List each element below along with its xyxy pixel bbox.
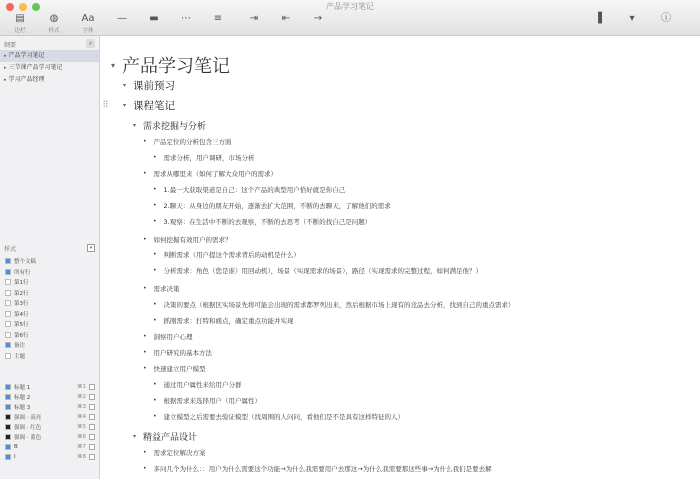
named-style-label: I: [14, 454, 16, 460]
toolbar-label: 字体: [82, 28, 94, 34]
title-toolbar: [0, 0, 700, 36]
named-style-row[interactable]: [0, 392, 100, 402]
shortcut-label: ⌘8: [77, 454, 86, 460]
style-row-label: 第4行: [14, 311, 29, 318]
toolbar-button-outdent[interactable]: [268, 12, 304, 26]
style-row-label: 第1行: [14, 280, 29, 287]
style-icon: ◍: [49, 13, 59, 24]
style-row[interactable]: [0, 319, 100, 330]
named-style-label: 强调 · 高亮: [14, 415, 42, 421]
outline-row[interactable]: [123, 98, 175, 113]
bullet-icon: •: [143, 365, 147, 372]
style-row-label: 第3行: [14, 301, 29, 308]
style-row[interactable]: [0, 288, 100, 299]
style-row-label: 第2行: [14, 290, 29, 297]
outline-row-text[interactable]: 需求分析，用户调研，市场分析: [163, 154, 255, 162]
bullet-icon: •: [143, 449, 147, 456]
style-swatch-icon: [5, 290, 11, 296]
outline-row[interactable]: [153, 380, 242, 389]
outline-row-text[interactable]: 分析需求：角色（您是谁）用回动机），场景（实现需求的场景），路径（实现需求的完整过程，如何满足他？）: [163, 267, 483, 275]
style-row-label: 所有行: [14, 269, 31, 276]
shortcut-label: ⌘3: [77, 404, 86, 410]
outline-row-text[interactable]: 多问几个为什么：：用户为什么需要这个功能→为什么我需要用户去那这→为什么我需要那这些事→为什么我们是要去解: [153, 465, 492, 473]
outline-row[interactable]: [153, 153, 255, 162]
outline-header: [0, 36, 99, 50]
outline-row[interactable]: [153, 300, 515, 309]
text-icon: ≡: [213, 13, 223, 24]
outline-row-text[interactable]: 产品定位的分析包含三方面: [153, 138, 232, 146]
outline-row[interactable]: [153, 250, 300, 259]
outline-row-text[interactable]: 需求从哪里来（如何了解大众用户的需求）: [153, 170, 278, 178]
toolbar-label: 边栏: [14, 28, 26, 34]
bar-icon: ▬: [149, 13, 159, 24]
sidebar-item-label: 学习产品经理: [8, 76, 45, 83]
bullet-icon: •: [143, 465, 147, 472]
shortcut-label: ⌘2: [77, 394, 86, 400]
outline-row-text[interactable]: 通过用户属性来给用户分群: [163, 381, 242, 389]
named-style-label: 强调 · 蓝色: [14, 435, 42, 441]
style-row[interactable]: [0, 309, 100, 320]
outline-row[interactable]: [123, 78, 175, 93]
outline-row-text[interactable]: 根据需求来选择用户（用户属性）: [163, 397, 262, 405]
bullet-icon: •: [143, 333, 147, 340]
disclosure-triangle-icon[interactable]: ▾: [133, 122, 137, 129]
style-swatch-icon: [5, 342, 11, 348]
toolbar-button-info[interactable]: [648, 12, 684, 26]
style-swatch-icon: [5, 353, 11, 359]
named-style-label: 标题 3: [14, 405, 31, 411]
outline-row-text[interactable]: 需求决策: [153, 285, 180, 293]
disclosure-triangle-icon[interactable]: ▸: [4, 77, 7, 83]
named-style-row[interactable]: [0, 412, 100, 422]
style-swatch-icon: [5, 444, 11, 450]
document-title[interactable]: [111, 52, 230, 78]
disclosure-triangle-icon[interactable]: ▾: [133, 433, 137, 440]
style-row-label: 备注: [14, 343, 26, 350]
sidebar-item-label: 产品学习笔记: [8, 52, 45, 59]
outline-row[interactable]: [153, 201, 391, 210]
outline-row[interactable]: [153, 412, 404, 421]
style-row-label: 主题: [14, 353, 26, 360]
outline-row-text[interactable]: 决策的要点（根据区实场景先将可能会出现的需求都罗列出来，然后根据市场上现有的竞品去分析，找到自己的重点需求）: [163, 301, 515, 309]
disclosure-triangle-icon[interactable]: ▾: [111, 60, 116, 70]
outline-row[interactable]: [143, 235, 232, 244]
bullet-icon: •: [153, 267, 157, 274]
outline-row[interactable]: [153, 185, 345, 194]
chevron-down-icon[interactable]: ▾: [87, 244, 95, 252]
outline-row-text[interactable]: 课前预习: [133, 80, 176, 92]
shortcut-label: ⌘1: [77, 384, 86, 390]
outdent-icon: ⇤: [281, 13, 291, 24]
named-style-label: 标题 1: [14, 385, 31, 391]
outline-row-text[interactable]: 快速建立用户模型: [153, 365, 206, 373]
named-style-row[interactable]: [0, 452, 100, 462]
outline-row[interactable]: [143, 464, 492, 473]
named-style-row[interactable]: [0, 422, 100, 432]
named-style-row[interactable]: [0, 402, 100, 412]
bullet-icon: •: [153, 317, 157, 324]
sidebar-item-outline[interactable]: [0, 74, 99, 86]
toolbar-button-line[interactable]: [168, 12, 204, 26]
inspector-icon: ▐: [594, 13, 602, 24]
outline-row[interactable]: [143, 284, 180, 293]
outline-row-text[interactable]: 需求定位解决方案: [153, 449, 206, 457]
outline-row[interactable]: [133, 430, 197, 443]
style-row[interactable]: [0, 298, 100, 309]
toolbar-button-font[interactable]: [70, 12, 106, 34]
outline-row-text[interactable]: 抓刚需求：打特和痛点，确定重点功能并实现: [163, 317, 294, 325]
outline-row[interactable]: [143, 169, 277, 178]
style-checkbox[interactable]: [89, 404, 95, 410]
bullet-icon: •: [143, 285, 147, 292]
toolbar-button-minus[interactable]: [104, 12, 140, 26]
style-row[interactable]: [0, 267, 100, 278]
styles-header-label: 样式: [4, 246, 17, 253]
search-icon[interactable]: ⌕: [86, 39, 95, 48]
bullet-icon: •: [153, 397, 157, 404]
style-row[interactable]: [0, 340, 100, 351]
style-row[interactable]: [0, 330, 100, 341]
styles-header: [0, 242, 100, 254]
style-swatch-icon: [5, 311, 11, 317]
style-row-label: 整个文稿: [14, 259, 37, 266]
toolbar-button-arrow[interactable]: [300, 12, 336, 26]
sidebar-item-outline[interactable]: [0, 50, 99, 62]
outline-row-text[interactable]: 需求挖掘与分析: [143, 122, 207, 132]
drag-handle-icon[interactable]: [103, 100, 108, 108]
outline-row-text[interactable]: 2.聊天：从身边的朋友开始，逐渐去扩大范围，不断的去聊天，了解他们的需求: [163, 202, 391, 210]
sidebar: [0, 36, 100, 479]
outline-row[interactable]: [153, 266, 482, 275]
outline-row-text[interactable]: 1.最一大获取渠道是自己：这个产品的典型用户恰好就是你自己: [163, 186, 346, 194]
style-checkbox[interactable]: [89, 454, 95, 460]
shortcut-label: ⌘5: [77, 424, 86, 430]
disclosure-triangle-icon[interactable]: ▸: [4, 53, 7, 59]
style-row[interactable]: [0, 256, 100, 267]
window-title: 产品学习笔记: [326, 2, 374, 11]
bullet-icon: •: [153, 301, 157, 308]
outline-row-text[interactable]: 用户研究的基本方法: [153, 349, 213, 357]
named-style-row[interactable]: [0, 432, 100, 442]
toolbar-button-inspector[interactable]: [580, 12, 616, 26]
bullet-icon: •: [143, 349, 147, 356]
bullet-icon: •: [153, 154, 157, 161]
minus-icon: —: [117, 13, 127, 24]
toolbar-label: 样式: [48, 28, 60, 34]
style-swatch-icon: [5, 424, 11, 430]
bullet-icon: •: [153, 413, 157, 420]
outline-row-text[interactable]: 课程笔记: [133, 100, 176, 112]
style-swatch-icon: [5, 414, 11, 420]
style-checkbox[interactable]: [89, 434, 95, 440]
bullet-icon: •: [153, 381, 157, 388]
bullet-icon: •: [143, 170, 147, 177]
toolbar-button-style[interactable]: [36, 12, 72, 34]
outline-row-text[interactable]: 如何挖掘有效用户的需求？: [153, 236, 232, 244]
outline-row-text[interactable]: 产品学习笔记: [122, 56, 231, 77]
toolbar-button-sidebar[interactable]: [2, 12, 38, 34]
named-style-label: 强调 · 红色: [14, 425, 42, 431]
bullet-icon: •: [153, 251, 157, 258]
style-swatch-icon: [5, 454, 11, 460]
toolbar-button-share[interactable]: [614, 12, 650, 26]
line-icon: ⋯: [181, 13, 191, 24]
toolbar-button-bar[interactable]: [136, 12, 172, 26]
outline-row-text[interactable]: 3.观察：在生活中不断的去观察，不断的去思考（不断的找自己是问题）: [163, 218, 372, 226]
style-swatch-icon: [5, 258, 11, 264]
style-checkbox[interactable]: [89, 424, 95, 430]
outline-row[interactable]: [143, 348, 212, 357]
bullet-icon: •: [143, 236, 147, 243]
share-icon: ▾: [629, 13, 635, 24]
style-swatch-icon: [5, 279, 11, 285]
style-swatch-icon: [5, 300, 11, 306]
shortcut-label: ⌘7: [77, 444, 86, 450]
indent-icon: ⇥: [249, 13, 259, 24]
bullet-icon: •: [153, 218, 157, 225]
style-swatch-icon: [5, 269, 11, 275]
style-checkbox[interactable]: [89, 444, 95, 450]
outline-row[interactable]: [143, 364, 206, 373]
font-icon: Aa: [81, 13, 95, 24]
outline-row[interactable]: [153, 217, 371, 226]
bullet-icon: •: [153, 186, 157, 193]
named-style-label: 标题 2: [14, 395, 31, 401]
toolbar-button-indent[interactable]: [236, 12, 272, 26]
outline-row[interactable]: [153, 316, 294, 325]
outline-row-text[interactable]: 精益产品设计: [143, 433, 198, 443]
outline-row[interactable]: [133, 119, 206, 132]
style-swatch-icon: [5, 404, 11, 410]
named-style-label: B: [14, 444, 18, 450]
style-swatch-icon: [5, 394, 11, 400]
disclosure-triangle-icon[interactable]: ▾: [123, 82, 127, 89]
disclosure-triangle-icon[interactable]: ▾: [123, 102, 127, 109]
shortcut-label: ⌘4: [77, 414, 86, 420]
style-checkbox[interactable]: [89, 384, 95, 390]
style-swatch-icon: [5, 332, 11, 338]
outline-row[interactable]: [143, 332, 193, 341]
arrow-icon: →: [313, 13, 323, 24]
outline-row[interactable]: [143, 137, 232, 146]
style-swatch-icon: [5, 321, 11, 327]
sidebar-item-outline[interactable]: [0, 62, 99, 74]
disclosure-triangle-icon[interactable]: ▸: [4, 65, 7, 71]
style-checkbox[interactable]: [89, 394, 95, 400]
style-swatch-icon: [5, 384, 11, 390]
info-icon: ⓘ: [661, 13, 671, 24]
outline-row-text[interactable]: 判断需求（用户提这个需求背后的动机是什么）: [163, 251, 301, 259]
style-row-label: 第5行: [14, 322, 29, 329]
outline-row-text[interactable]: 建立模型之后需要去验证模型（找周围的人问问，看他们是不是具有这样特征的人）: [163, 413, 405, 421]
toolbar-button-text[interactable]: [200, 12, 236, 26]
sidebar-item-label: 三节课产品学习笔记: [8, 64, 63, 71]
outline-row-text[interactable]: 洞察用户心理: [153, 333, 193, 341]
shortcut-label: ⌘6: [77, 434, 86, 440]
style-row[interactable]: [0, 277, 100, 288]
named-style-row[interactable]: [0, 382, 100, 392]
outline-header-label: 纲要: [4, 42, 17, 49]
named-style-row[interactable]: [0, 442, 100, 452]
style-checkbox[interactable]: [89, 414, 95, 420]
style-swatch-icon: [5, 434, 11, 440]
style-row[interactable]: [0, 351, 100, 362]
outline-editor[interactable]: [101, 36, 700, 479]
style-row-label: 第6行: [14, 332, 29, 339]
outline-row[interactable]: [153, 396, 261, 405]
sidebar-icon: ▤: [15, 13, 25, 24]
outline-row[interactable]: [143, 448, 206, 457]
bullet-icon: •: [153, 202, 157, 209]
bullet-icon: •: [143, 138, 147, 145]
